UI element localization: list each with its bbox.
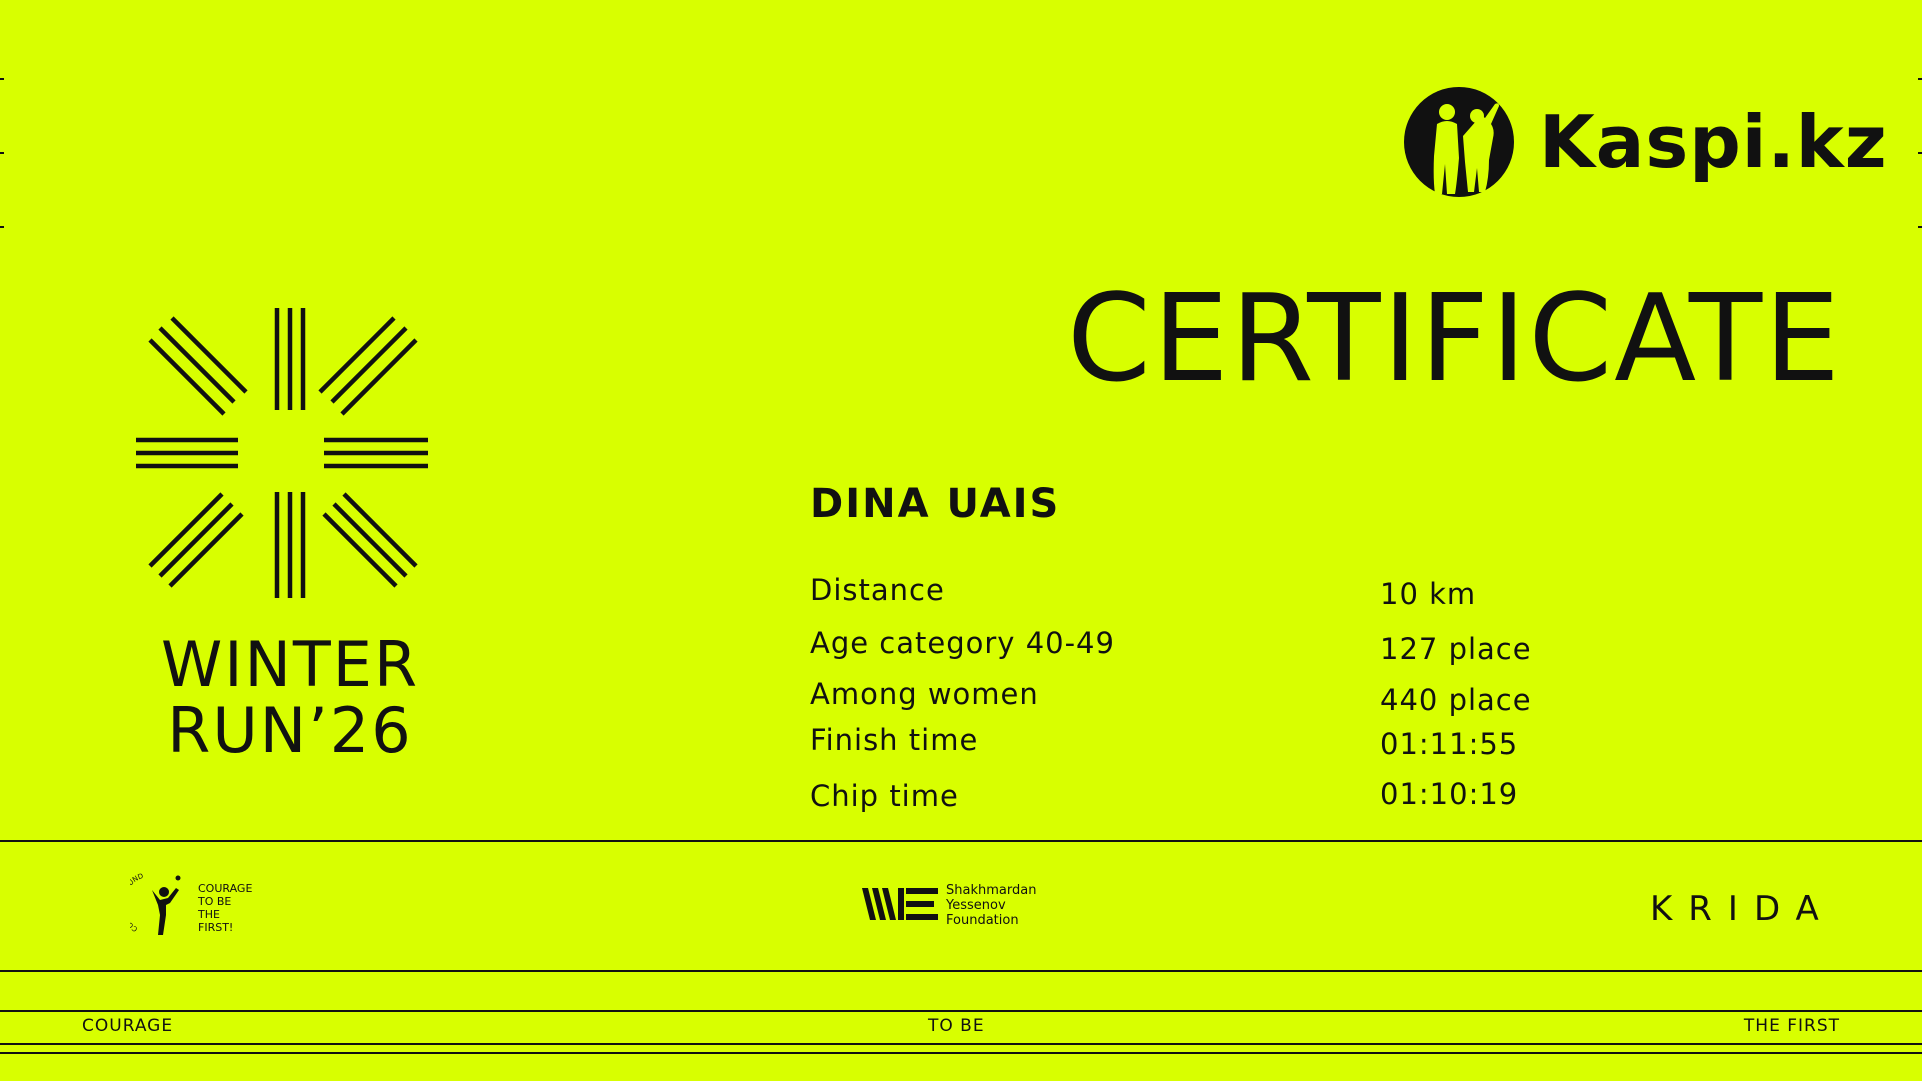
edge-tick [0,152,4,154]
divider [0,1010,1922,1012]
footer-word-left: COURAGE [82,1016,174,1036]
certificate-title: CERTIFICATE [1066,270,1842,409]
kaspi-wordmark: Kaspi.kz [1539,100,1888,184]
yessenov-line: Yessenov [946,897,1006,913]
yessenov-foundation-logo [862,884,1036,929]
fund-line: THE FIRST! [198,908,234,935]
edge-tick [1918,152,1922,154]
edge-tick [0,78,4,80]
result-value-age-category: 127 place [1380,632,1532,666]
kaspi-logo [1403,82,1888,202]
event-title-line2: RUN’26 [167,693,413,767]
participant-name: DINA UAIS [810,481,1061,527]
yessenov-line: Foundation [946,912,1019,928]
event-title-line1: WINTER [160,628,420,701]
result-value-among-women: 440 place [1380,683,1532,717]
courage-fund-logo [130,868,255,948]
svg-text:CORPORATE FUND [130,872,144,933]
edge-tick [1918,226,1922,228]
kaspi-emblem-icon [1403,86,1515,198]
edge-tick [1918,78,1922,80]
yessenov-line: Shakhmardan [946,883,1037,898]
yessenov-emblem-icon [862,884,938,928]
footer-word-center: TO BE [928,1016,985,1036]
footer-word-right: THE FIRST [1743,1016,1840,1036]
event-title [120,628,460,767]
result-value-distance: 10 km [1380,577,1477,611]
snowflake-sun-icon [120,290,460,630]
divider [0,1043,1922,1045]
fund-line: COURAGE [198,881,253,895]
result-value-chip-time: 01:10:19 [1380,777,1519,811]
result-label-chip-time: Chip time [810,779,959,813]
result-label-among-women: Among women [810,677,1039,711]
fund-arc-text: C ND [130,871,145,934]
divider [0,1052,1922,1054]
result-label-finish-time: Finish time [810,723,979,757]
yessenov-text [946,884,1036,929]
fund-text [198,882,255,935]
result-value-finish-time: 01:11:55 [1380,727,1519,761]
fund-line: TO BE [198,894,232,908]
result-label-distance: Distance [810,573,945,607]
divider [0,840,1922,842]
edge-tick [0,226,4,228]
runner-icon [130,870,192,946]
result-label-age-category: Age category 40-49 [810,626,1115,660]
divider [0,970,1922,972]
krida-logo: KRIDA [1650,889,1835,929]
